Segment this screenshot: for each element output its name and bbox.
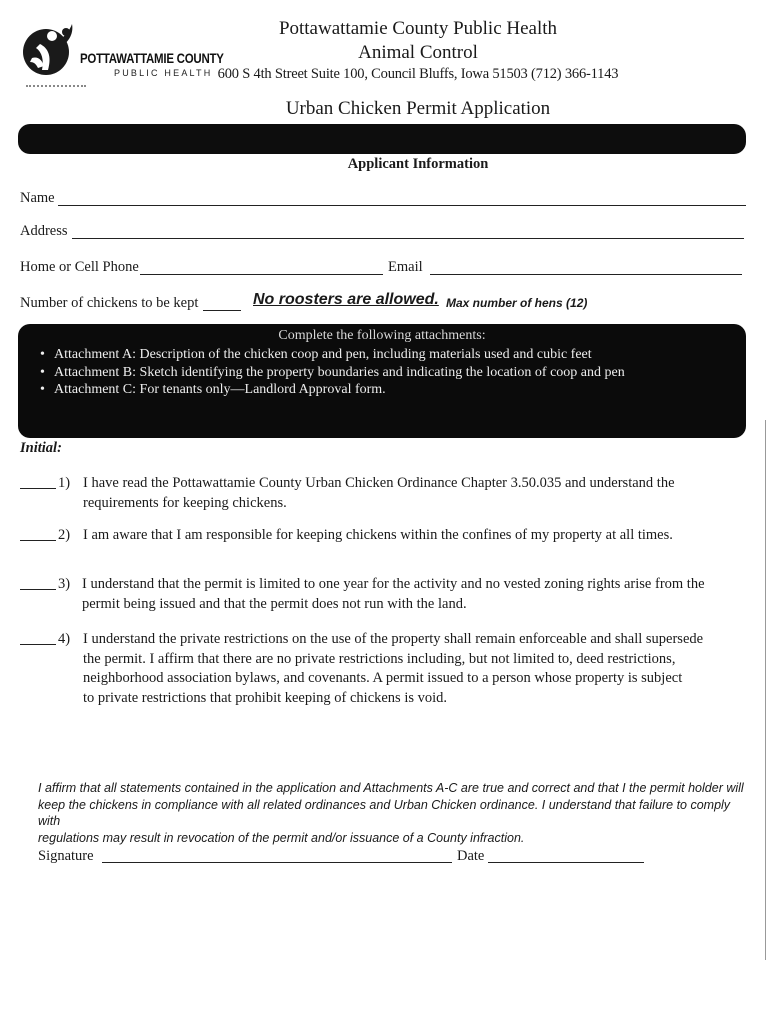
- logo-tagline-mark: [26, 85, 86, 91]
- initial-label: Initial:: [20, 440, 62, 456]
- county-logo-icon: [22, 22, 78, 78]
- statement-text: I understand the private restrictions on the use of the property shall remain enforceable and shall supersede: [83, 631, 704, 647]
- affirmation-line: regulations may result in revocation of the permit and/or issuance of a County infraction.: [38, 830, 525, 845]
- initial-field-2[interactable]: [20, 540, 56, 541]
- initial-field-4[interactable]: [20, 644, 56, 645]
- statement-text: I have read the Pottawattamie County Urban Chicken Ordinance Chapter 3.50.035 and understand the: [83, 475, 675, 491]
- email-field[interactable]: [430, 274, 742, 275]
- affirmation-line: keep the chickens in compliance with all related ordinances and Urban Chicken ordinance. I understand that failure to comply with: [38, 797, 731, 828]
- initial-field-1[interactable]: [20, 488, 56, 489]
- statement-text: permit being issued and that the permit does not run with the land.: [82, 595, 467, 612]
- attachment-a: • Attachment A: Description of the chicken coop and pen, including materials used and cubic feet: [40, 346, 625, 364]
- phone-field[interactable]: [140, 274, 383, 275]
- date-label: Date: [457, 848, 485, 864]
- statement-text: neighborhood association bylaws, and covenants. A permit issued to a person whose property is subject: [83, 670, 683, 686]
- initial-field-3[interactable]: [20, 589, 56, 590]
- chickens-label: Number of chickens to be kept: [20, 295, 199, 311]
- attachments-list: [40, 346, 625, 399]
- date-field[interactable]: [488, 862, 644, 863]
- statement-text: the permit. I affirm that there are no private restrictions including, but not limited to, deed restrictions,: [83, 650, 676, 667]
- section-title: Applicant Information: [347, 156, 489, 172]
- attachments-box: [18, 324, 746, 438]
- affirmation-line: I affirm that all statements contained in the application and Attachments A-C are true and correct and that I the permit holder will: [38, 781, 744, 795]
- statement-text: I understand that the permit is limited to one year for the activity and no vested zoning rights arise from the: [82, 576, 705, 592]
- no-roosters-notice: No roosters are allowed.: [253, 291, 439, 308]
- scan-edge-line: [765, 420, 766, 960]
- name-field[interactable]: [58, 205, 746, 206]
- header-bar: [18, 124, 746, 154]
- statement-number: 3): [58, 576, 71, 592]
- statement-number: 4): [58, 631, 71, 647]
- logo-subtitle: PUBLIC HEALTH: [114, 68, 213, 78]
- logo-name: POTTAWATTAMIE COUNTY: [80, 50, 224, 66]
- statement-number: 1): [58, 475, 71, 491]
- signature-label: Signature: [38, 848, 94, 864]
- chickens-count-field[interactable]: [203, 310, 241, 311]
- max-hens-notice: Max number of hens (12): [446, 296, 588, 310]
- affirmation-text: [38, 780, 750, 846]
- attachment-b: • Attachment B: Sketch identifying the property boundaries and indicating the location of coop and pen: [40, 364, 625, 382]
- email-label: Email: [388, 259, 423, 275]
- statement-number: 2): [58, 527, 71, 543]
- statement-text: I am aware that I am responsible for keeping chickens within the confines of my property at all times.: [83, 527, 673, 543]
- statement-text: requirements for keeping chickens.: [83, 494, 287, 511]
- name-label: Name: [20, 190, 55, 206]
- org-address: 600 S 4th Street Suite 100, Council Bluffs, Iowa 51503 (712) 366-1143: [217, 66, 619, 82]
- address-field[interactable]: [72, 238, 744, 239]
- signature-field[interactable]: [102, 862, 452, 863]
- org-division: Animal Control: [358, 42, 478, 63]
- attachment-c: • Attachment C: For tenants only—Landlord Approval form.: [40, 381, 625, 399]
- county-logo: [22, 22, 224, 92]
- statement-text: to private restrictions that prohibit keeping of chickens is void.: [83, 689, 448, 706]
- address-label: Address: [20, 223, 68, 239]
- document-title: Urban Chicken Permit Application: [285, 98, 551, 119]
- phone-label: Home or Cell Phone: [20, 259, 139, 275]
- attachments-title: Complete the following attachments:: [278, 328, 486, 343]
- org-name: Pottawattamie County Public Health: [278, 18, 558, 39]
